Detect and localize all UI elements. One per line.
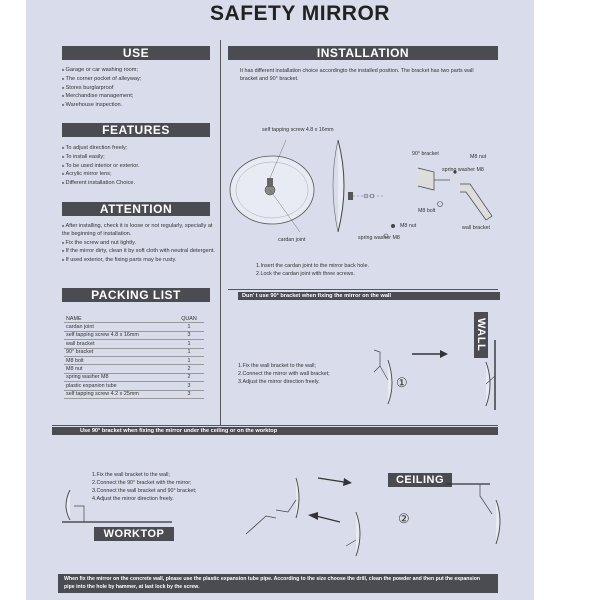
ceiling-step: 1.Fix the wall bracket to the wall; [92,472,170,478]
attention-heading: ATTENTION [62,202,210,216]
label-m8-bolt: M8 bolt [418,208,436,214]
column-header-qty: QUAN [174,315,204,323]
attention-item: ■ After installing, check it is loose or not regularly, specially at the beginning of installation. [62,222,220,239]
ceiling-label: CEILING [388,473,452,487]
label-screw: self tapping screw 4.8 x 16mm [262,127,334,133]
step-circle-2: ② [398,511,410,526]
item-name: M8 bolt [64,356,174,364]
item-name: spring washer M8 [64,373,174,381]
wall-section-band: Dun' t use 90° bracket when fixing the mirror on the wall [238,292,500,300]
installation-text: It has different installation choice accordingto the installed position. The bracket has two parts wall bracket and 90° bracket. [240,68,474,82]
item-name: self tapping screw 4.2 x 25mm [64,390,174,398]
features-heading: FEATURES [62,123,210,137]
label-cardan-joint: cardan joint [278,237,306,243]
page-title: SAFETY MIRROR [210,2,390,25]
feature-item: ■ Acrylic mirror lens; [62,170,212,179]
item-name: wall bracket [64,340,174,348]
label-m8-nut-top: M8 nut [470,154,487,160]
installation-step: 1.Insert the cardan joint to the mirror back hole. [256,263,369,269]
installation-heading: INSTALLATION [228,46,498,60]
item-qty: 2 [174,365,204,373]
item-name: plastic expanion tube [64,382,174,390]
label-wall-bracket: wall bracket [462,225,490,231]
worktop-label: WORKTOP [94,527,174,541]
ceiling-section-band: Use 90° bracket when fixing the mirror under the ceiling or on the worktop [52,427,498,435]
packing-heading: PACKING LIST [62,288,210,302]
footer-note: When fix the mirror on the concrete wall, please use the plastic expansion tube pipe. According to the size choose the drill, clean the powder and then put the expansion pipe into the hole by hammer, at last lock by the screw. [58,574,498,593]
wall-step: 3.Adjust the mirror direction freely. [238,379,320,385]
wall-label: WALL [474,312,488,358]
item-qty: 1 [174,348,204,356]
item-name: 90° bracket [64,348,174,356]
use-item: ■ Stores burglarproof [62,84,212,93]
item-name: M8 nut [64,365,174,373]
label-m8-nut-bottom: M8 nut [400,223,417,229]
use-item: ■ Garage or car washing room; [62,66,212,75]
feature-item: ■ To install easily; [62,153,212,162]
ceiling-step: 2.Connect the 90° bracket with the mirror; [92,480,192,486]
installation-step: 2.Lock the cardan joint with three screws. [256,271,355,277]
use-item: ■ Warehouse inspection. [62,101,212,110]
item-qty: 1 [174,356,204,364]
use-item: ■ Merchandise management; [62,92,212,101]
item-name: cardan joint [64,323,174,331]
attention-item: ■ If used exterior, the fixing parts may be rusty. [62,256,220,264]
step-circle-1: ① [396,375,408,390]
item-name: self tapping screw 4.8 x 16mm [64,331,174,339]
column-header-name: NAME [64,315,174,323]
attention-item: ■ If the mirror dirty, clean it by soft cloth with neutral detergent. [62,247,220,255]
item-qty: 1 [174,323,204,331]
label-spring-washer-bottom: spring washer M8 [358,235,400,241]
feature-item: ■ Different installation Choice. [62,179,212,188]
wall-step: 1.Fix the wall bracket to the wall; [238,363,316,369]
item-qty: 3 [174,382,204,390]
use-item: ■ The corner pocket of alleyway; [62,75,212,84]
use-heading: USE [62,46,210,60]
ceiling-step: 4.Adjust the mirror direction freely. [92,496,174,502]
label-90-bracket: 90° bracket [412,151,439,157]
item-qty: 3 [174,390,204,398]
item-qty: 3 [174,331,204,339]
attention-item: ■ Fix the screw and nut tightly. [62,239,220,247]
item-qty: 2 [174,373,204,381]
wall-step: 2.Connect the mirror with wall bracket; [238,371,330,377]
ceiling-step: 3.Connect the wall bracket and 90° bracket; [92,488,197,494]
label-spring-washer-top: spring washer M8 [442,167,484,173]
feature-item: ■ To be used interior or exterior. [62,162,212,171]
feature-item: ■ To adjust direction freely; [62,144,212,153]
item-qty: 1 [174,340,204,348]
